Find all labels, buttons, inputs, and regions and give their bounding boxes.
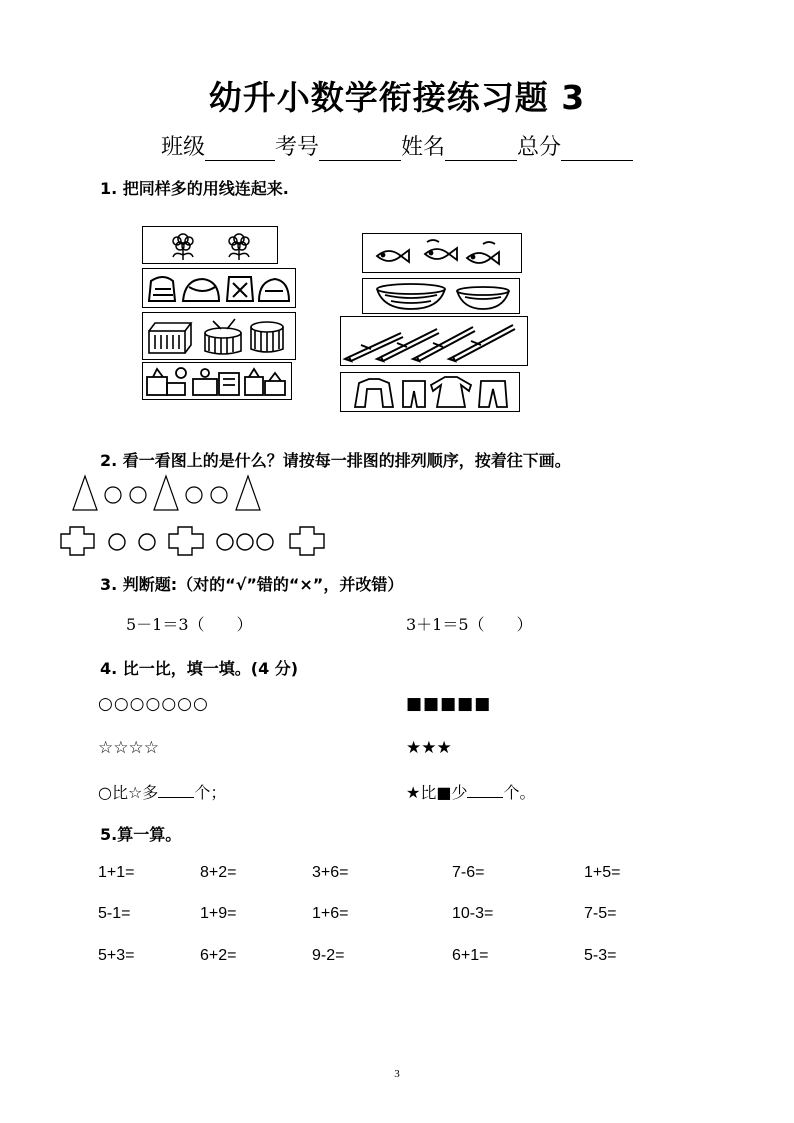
student-info-line — [0, 130, 794, 161]
score-label: 总分 — [517, 135, 562, 160]
clothes-picture[interactable] — [340, 372, 520, 412]
circle-shape — [217, 534, 233, 550]
calc-item[interactable]: 1+5= — [584, 864, 621, 881]
calc-item[interactable]: 5-1= — [98, 905, 131, 922]
pattern-row-1 — [60, 474, 340, 514]
white-stars-row: ☆☆☆☆ — [98, 738, 159, 758]
pencils-picture[interactable] — [340, 316, 528, 366]
compare-1-prefix: ○比☆多 — [98, 783, 159, 802]
fish-illustration — [363, 234, 521, 272]
circle-shape — [237, 534, 253, 550]
calc-item[interactable]: 1+6= — [312, 905, 349, 922]
circles-row: ○○○○○○○ — [98, 694, 209, 714]
circle-shape — [211, 487, 227, 503]
baskets-illustration — [143, 269, 295, 307]
calc-item[interactable]: 3+6= — [312, 864, 349, 881]
question-4-text: 4. 比一比，填一填。(4 分) — [100, 659, 299, 678]
bowls-illustration — [363, 279, 519, 313]
circle-shape — [139, 534, 155, 550]
black-stars-row: ★★★ — [406, 738, 452, 758]
class-field[interactable] — [205, 136, 275, 161]
triangle-shape — [154, 476, 178, 510]
score-field[interactable] — [561, 136, 633, 161]
circle-shape — [105, 487, 121, 503]
calc-item[interactable]: 5+3= — [98, 947, 135, 964]
calc-item[interactable]: 1+1= — [98, 864, 135, 881]
compare-1-suffix: 个； — [194, 783, 227, 802]
exam-no-label: 考号 — [274, 135, 319, 160]
calc-item[interactable]: 9-2= — [312, 947, 345, 964]
calc-item[interactable]: 8+2= — [200, 864, 237, 881]
calc-item[interactable]: 5-3= — [584, 947, 617, 964]
page-number: 3 — [394, 1068, 400, 1080]
cross-shape — [290, 527, 324, 555]
question-3-text: 3. 判断题:（对的“√”错的“×”，并改错） — [100, 575, 404, 594]
compare-sentence-2 — [406, 780, 535, 803]
calc-item[interactable]: 7-5= — [584, 905, 617, 922]
name-label: 姓名 — [401, 135, 446, 160]
circle-shape — [186, 487, 202, 503]
fish-picture[interactable] — [362, 233, 522, 273]
compare-2-suffix: 个。 — [503, 783, 536, 802]
triangle-shape — [236, 476, 260, 510]
compare-2-blank[interactable] — [467, 783, 503, 798]
compare-2-prefix: ★比■少 — [406, 783, 468, 802]
flowers-illustration — [143, 227, 277, 263]
cross-shape — [61, 527, 94, 555]
circle-shape — [130, 487, 146, 503]
pencils-illustration — [341, 317, 527, 365]
name-field[interactable] — [445, 136, 517, 161]
calc-item[interactable]: 1+9= — [200, 905, 237, 922]
circle-shape — [257, 534, 273, 550]
question-5-text: 5.算一算。 — [100, 825, 182, 844]
calc-item[interactable]: 7-6= — [452, 864, 485, 881]
judge-item-1[interactable]: 5－1＝3（ ） — [126, 615, 253, 634]
triangle-shape — [73, 476, 97, 510]
drums-picture[interactable] — [142, 312, 296, 360]
flowers-picture[interactable] — [142, 226, 278, 264]
circle-shape — [109, 534, 125, 550]
exam-no-field[interactable] — [319, 136, 401, 161]
question-2-text: 2. 看一看图上的是什么？请按每一排图的排列顺序，按着往下画。 — [100, 451, 571, 470]
calc-item[interactable]: 10-3= — [452, 905, 494, 922]
calc-item[interactable]: 6+2= — [200, 947, 237, 964]
question-1-text: 1. 把同样多的用线连起来. — [100, 179, 289, 198]
page-title: 幼升小数学衔接练习题 3 — [208, 78, 586, 117]
bowls-picture[interactable] — [362, 278, 520, 314]
drums-illustration — [143, 313, 295, 359]
cross-shape — [169, 527, 203, 555]
class-label: 班级 — [160, 135, 205, 160]
toys-illustration — [143, 363, 291, 399]
baskets-picture[interactable] — [142, 268, 296, 308]
judge-item-2[interactable]: 3＋1＝5（ ） — [406, 615, 533, 634]
calc-item[interactable]: 6+1= — [452, 947, 489, 964]
clothes-illustration — [341, 373, 519, 411]
pattern-row-2 — [58, 524, 338, 558]
compare-1-blank[interactable] — [158, 783, 194, 798]
compare-sentence-1 — [98, 780, 226, 803]
toys-picture[interactable] — [142, 362, 292, 400]
squares-row: ■■■■■ — [406, 694, 492, 714]
